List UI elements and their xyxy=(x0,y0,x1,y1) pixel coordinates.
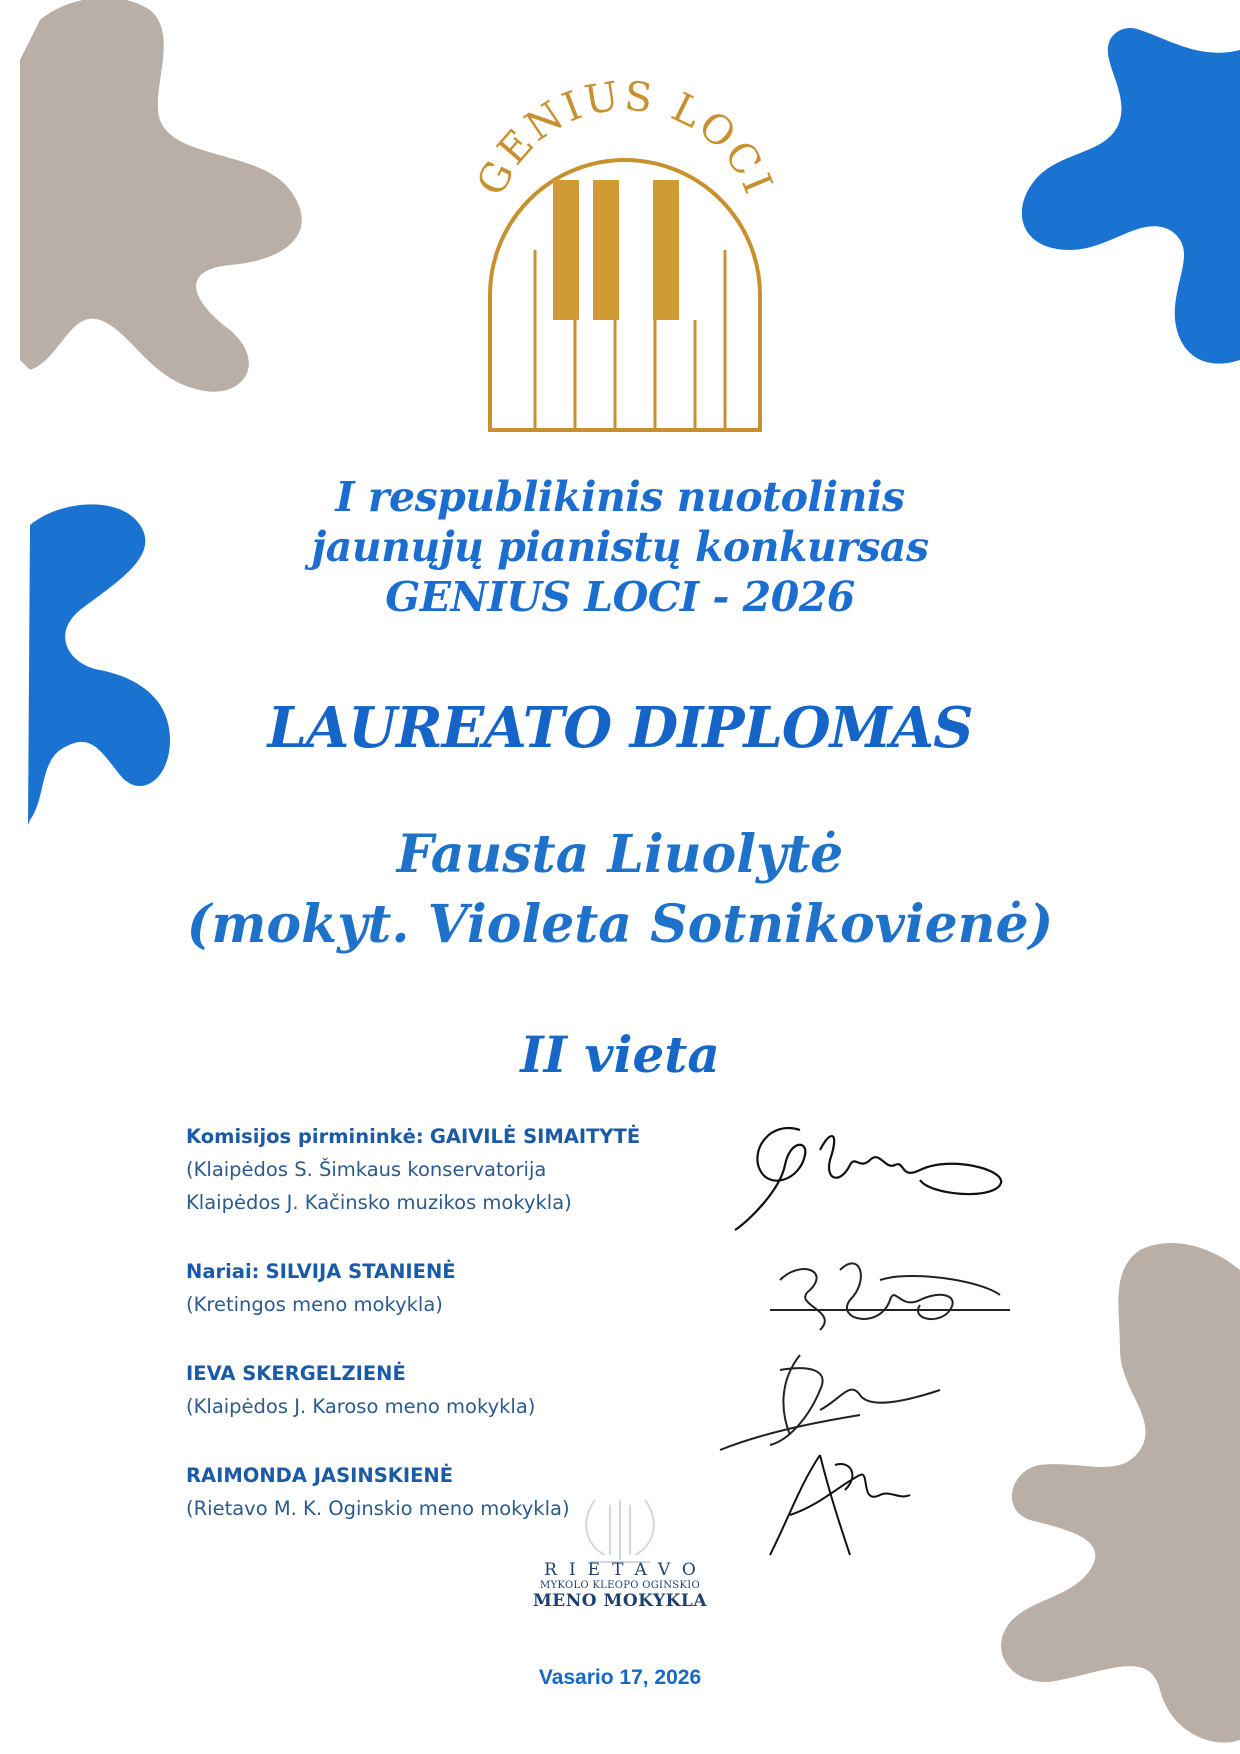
member-1-name: SILVIJA STANIENĖ xyxy=(265,1260,456,1283)
signature-member-1 xyxy=(760,1240,1020,1350)
logo-text: GENIUS LOCI xyxy=(468,80,782,203)
member-2-institution: (Klaipėdos J. Karoso meno mokykla) xyxy=(186,1395,536,1418)
contest-title xyxy=(0,472,1240,622)
school-stamp xyxy=(520,1560,720,1611)
contest-title-line3: GENIUS LOCI - 2026 xyxy=(385,573,855,621)
issue-date: Vasario 17, 2026 xyxy=(538,1666,702,1689)
lyre-emblem-icon xyxy=(575,1490,665,1570)
signature-member-3 xyxy=(760,1445,920,1565)
jury-chair xyxy=(186,1120,726,1219)
members-role-label: Nariai: xyxy=(186,1260,260,1283)
member-2-name: IEVA SKERGELZIENĖ xyxy=(186,1362,406,1385)
school-line-2: MYKOLO KLEOPO OGINSKIO xyxy=(540,1580,700,1591)
laureate-name: Fausta Liuolytė xyxy=(396,824,844,885)
chair-institution-2: Klaipėdos J. Kačinsko muzikos mokykla) xyxy=(186,1191,572,1214)
jury-member-2 xyxy=(186,1357,726,1423)
member-3-name: RAIMONDA JASINSKIENĖ xyxy=(186,1464,454,1487)
chair-name: GAIVILĖ SIMAITYTĖ xyxy=(429,1125,641,1148)
teacher-name: (mokyt. Violeta Sotnikovienė) xyxy=(186,894,1054,955)
gray-blob-top-left xyxy=(0,0,420,430)
chair-role-label: Komisijos pirmininkė: xyxy=(186,1125,424,1148)
contest-title-line2: jaunųjų pianistų konkursas xyxy=(311,523,929,571)
piano-black-keys xyxy=(553,180,679,320)
blue-blob-top-right xyxy=(1000,20,1240,390)
contest-title-line1: I respublikinis nuotolinis xyxy=(335,473,905,521)
member-1-institution: (Kretingos meno mokykla) xyxy=(186,1293,443,1316)
school-line-3: MENO MOKYKLA xyxy=(532,1591,708,1611)
genius-loci-logo xyxy=(455,80,795,435)
award-place: II vieta xyxy=(520,1025,720,1084)
signature-member-2 xyxy=(710,1340,950,1460)
signature-chair xyxy=(730,1110,1030,1240)
school-line-1: RIETAVO xyxy=(544,1560,708,1580)
laureate-block xyxy=(0,820,1240,960)
jury-member-1 xyxy=(186,1255,726,1321)
member-3-institution: (Rietavo M. K. Oginskio meno mokykla) xyxy=(186,1497,570,1520)
chair-institution-1: (Klaipėdos S. Šimkaus konservatorija xyxy=(186,1158,547,1181)
diploma-title: LAUREATO DIPLOMAS xyxy=(267,695,973,761)
